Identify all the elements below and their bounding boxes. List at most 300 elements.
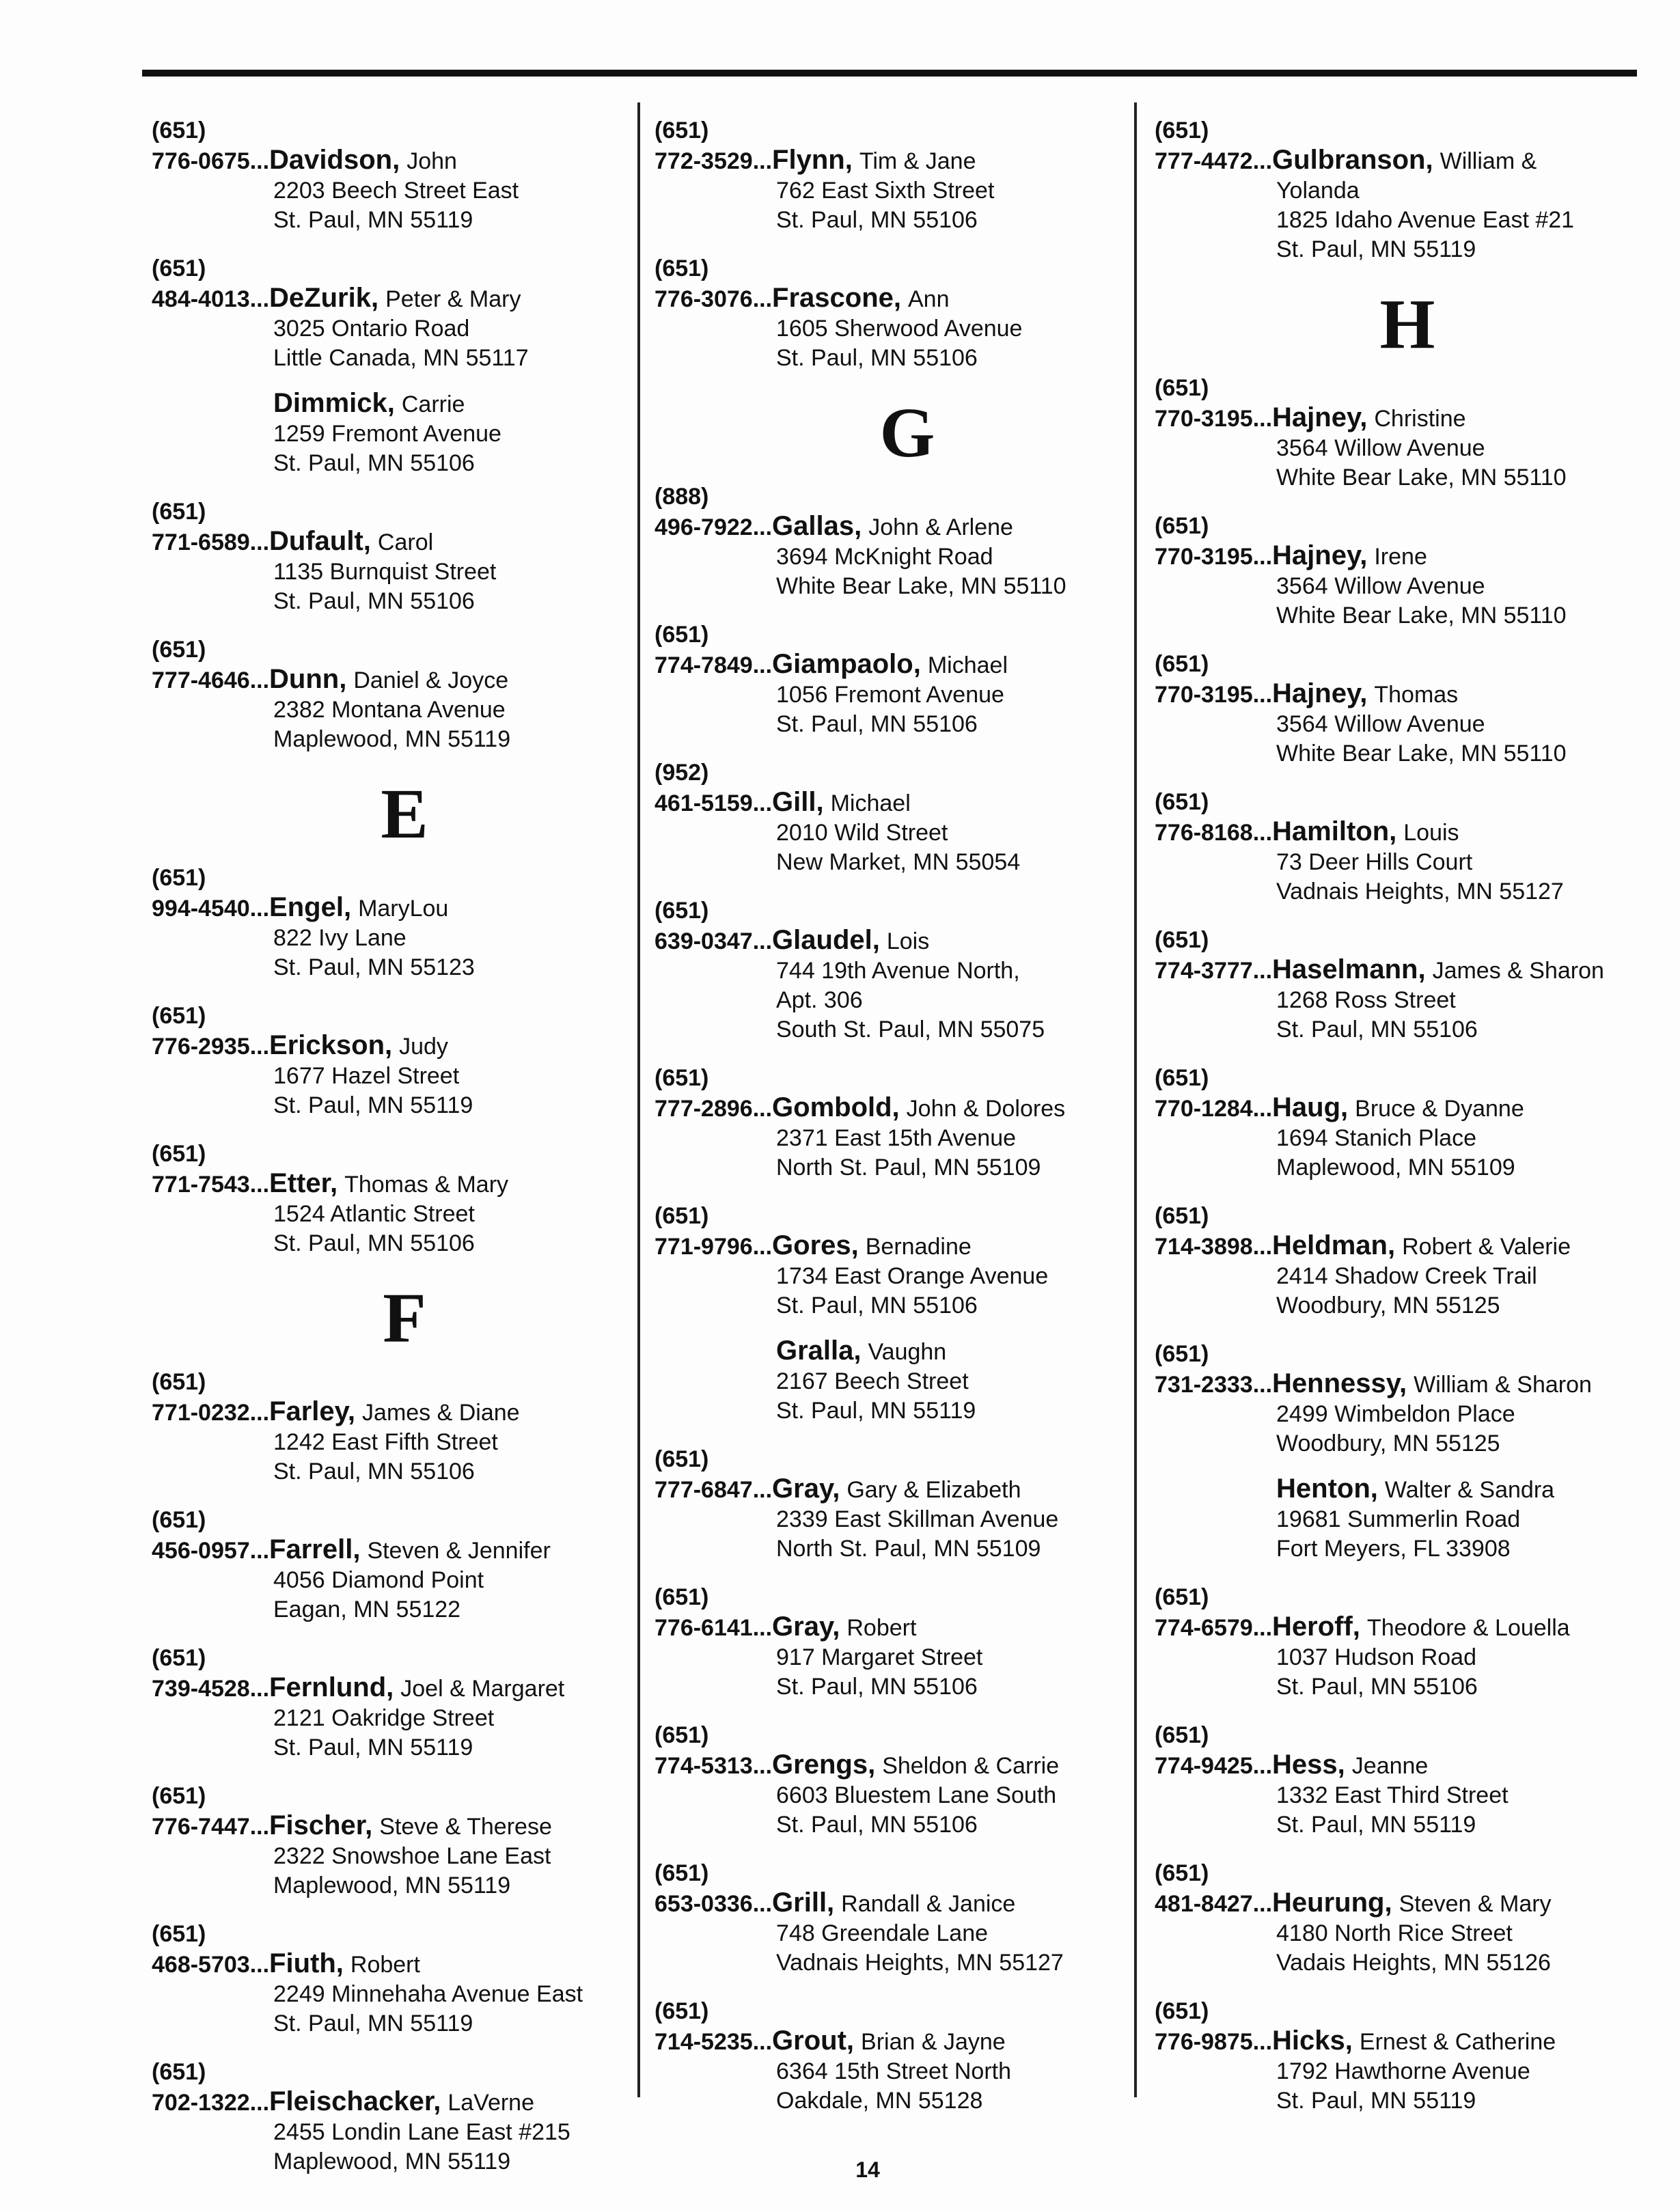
area-code: (651) (152, 1645, 206, 1671)
surname: Haselmann, (1272, 954, 1426, 984)
address-line: 2382 Montana Avenue (273, 697, 506, 723)
address-line: 2010 Wild Street (776, 820, 948, 846)
leader-dots: ... (752, 514, 773, 540)
surname: Gray, (772, 1474, 840, 1504)
given-names: Peter & Mary (385, 286, 521, 312)
phone-number: 468-5703 (152, 1952, 250, 1978)
entry-name-line (655, 787, 1160, 818)
phone-number: 456-0957 (152, 1538, 250, 1564)
entry-name-line (655, 145, 1160, 176)
surname: Grill, (772, 1888, 835, 1918)
directory-column-3 (1155, 116, 1660, 2135)
surname: Gill, (772, 787, 824, 817)
given-names: Robert (350, 1952, 420, 1978)
address-line: St. Paul, MN 55106 (776, 711, 978, 737)
entry-name-line (1155, 816, 1660, 848)
directory-entry (1155, 650, 1660, 769)
address-line: 2121 Oakridge Street (273, 1705, 495, 1731)
leader-dots: ... (249, 2090, 270, 2116)
phone-number: 776-7447 (152, 1814, 250, 1840)
given-names: John & Dolores (906, 1096, 1066, 1122)
area-code: (651) (1155, 789, 1209, 815)
area-code: (651) (655, 1998, 709, 2024)
leader-dots: ... (1252, 2029, 1273, 2055)
given-names: Michael (927, 652, 1008, 678)
phone-number: 777-6847 (655, 1477, 753, 1503)
directory-entry (1155, 1997, 1660, 2116)
address-line: 2499 Wimbeldon Place (1276, 1401, 1515, 1427)
phone-number: 774-6579 (1155, 1615, 1253, 1641)
phone-number: 994-4540 (152, 896, 250, 922)
leader-dots: ... (249, 286, 270, 312)
area-code: (651) (655, 1584, 709, 1610)
address-line: 3025 Ontario Road (273, 316, 470, 342)
address-line: 3564 Willow Avenue (1276, 435, 1485, 461)
phone-number: 770-1284 (1155, 1096, 1253, 1122)
phone-number: 776-6141 (655, 1615, 753, 1641)
entry-name-line (152, 1396, 657, 1428)
area-code: (651) (655, 1722, 709, 1748)
given-names: Louis (1403, 820, 1459, 846)
phone-number: 776-8168 (1155, 820, 1253, 846)
given-names: Thomas & Mary (344, 1172, 509, 1198)
header-rule (142, 70, 1637, 77)
directory-entry (1155, 1859, 1660, 1978)
given-names: MaryLou (358, 896, 449, 922)
surname: Gray, (772, 1612, 840, 1642)
address-line: St. Paul, MN 55123 (273, 954, 475, 980)
address-line: Maplewood, MN 55119 (273, 2149, 511, 2174)
area-code: (651) (1155, 1722, 1209, 1748)
area-code: (651) (655, 622, 709, 648)
surname: Haug, (1272, 1092, 1349, 1122)
address-line: St. Paul, MN 55106 (273, 1230, 475, 1256)
address-line: 73 Deer Hills Court (1276, 849, 1473, 875)
entry-name-line (655, 2026, 1160, 2057)
address-line: St. Paul, MN 55106 (273, 450, 475, 476)
address-line: St. Paul, MN 55119 (1276, 2088, 1476, 2114)
given-names: Judy (399, 1034, 448, 1060)
phone-number: 770-3195 (1155, 406, 1253, 432)
address-line: St. Paul, MN 55106 (776, 1293, 978, 1318)
entry-name-line (152, 1168, 657, 1200)
surname: Hamilton, (1272, 816, 1397, 846)
leader-dots: ... (752, 286, 773, 312)
directory-entry (1155, 1474, 1660, 1564)
given-names: Carol (377, 529, 434, 555)
entry-name-line (152, 664, 657, 695)
entry-name-line (1155, 1368, 1660, 1400)
area-code: (651) (655, 1446, 709, 1472)
directory-entry (655, 1859, 1160, 1978)
directory-entry (655, 1336, 1160, 1426)
phone-number: 739-4528 (152, 1676, 250, 1702)
leader-dots: ... (752, 2029, 773, 2055)
leader-dots: ... (752, 652, 773, 678)
entry-name-line (655, 1888, 1160, 1919)
area-code: (888) (655, 484, 709, 510)
leader-dots: ... (752, 1753, 773, 1779)
surname: Glaudel, (772, 925, 880, 955)
area-code: (651) (1155, 118, 1209, 143)
phone-number: 496-7922 (655, 514, 753, 540)
address-line: St. Paul, MN 55106 (1276, 1017, 1478, 1042)
leader-dots: ... (752, 790, 773, 816)
area-code: (651) (152, 255, 206, 281)
address-line: St. Paul, MN 55106 (273, 588, 475, 614)
surname: Gulbranson, (1272, 145, 1433, 175)
address-line: 3564 Willow Avenue (1276, 711, 1485, 737)
directory-entry (655, 758, 1160, 877)
phone-number: 702-1322 (152, 2090, 250, 2116)
phone-number: 481-8427 (1155, 1891, 1253, 1917)
address-line: 2371 East 15th Avenue (776, 1125, 1017, 1151)
address-line: St. Paul, MN 55106 (776, 1812, 978, 1838)
address-line: South St. Paul, MN 55075 (776, 1017, 1045, 1042)
phone-number: 770-3195 (1155, 682, 1253, 708)
area-code: (651) (1155, 375, 1209, 401)
given-names: William & (1440, 148, 1537, 174)
area-code: (651) (655, 1203, 709, 1229)
entry-name-line (655, 925, 1160, 956)
section-letter: E (381, 775, 428, 853)
leader-dots: ... (249, 896, 270, 922)
entry-name-line (1155, 1750, 1660, 1781)
surname: Frascone, (772, 283, 901, 313)
address-line: Woodbury, MN 55125 (1276, 1293, 1500, 1318)
area-code: (651) (655, 1065, 709, 1091)
leader-dots: ... (1252, 1753, 1273, 1779)
entry-name-line (152, 1810, 657, 1842)
given-names: Steve & Therese (379, 1814, 552, 1840)
directory-entry (655, 1583, 1160, 1702)
surname: Farrell, (269, 1534, 361, 1564)
directory-entry (1155, 788, 1660, 907)
entry-name-line (152, 1030, 657, 1062)
directory-entry (655, 896, 1160, 1045)
area-code: (651) (1155, 1998, 1209, 2024)
given-names: Robert (846, 1615, 917, 1641)
entry-name-line (1155, 1092, 1660, 1124)
address-line: 744 19th Avenue North, (776, 958, 1020, 984)
address-line: St. Paul, MN 55119 (1276, 1812, 1476, 1838)
given-names: Lois (886, 928, 930, 954)
phone-number: 771-6589 (152, 529, 250, 555)
surname: Heldman, (1272, 1230, 1396, 1260)
leader-dots: ... (249, 1814, 270, 1840)
entry-name-line (655, 1750, 1160, 1781)
surname: Henton, (1276, 1474, 1378, 1504)
directory-column-2 (655, 116, 1160, 2135)
address-line: Yolanda (1276, 178, 1360, 204)
entry-name-line (655, 1092, 1160, 1124)
directory-entry (655, 1202, 1160, 1321)
entry-name-line (655, 1336, 1160, 1367)
directory-entry (1155, 1202, 1660, 1321)
phone-number: 776-3076 (655, 286, 753, 312)
given-names: Ann (908, 286, 950, 312)
directory-entry (152, 254, 657, 373)
address-line: 1268 Ross Street (1276, 987, 1456, 1013)
directory-entry (152, 1920, 657, 2039)
address-line: North St. Paul, MN 55109 (776, 1155, 1041, 1180)
surname: Erickson, (269, 1030, 393, 1060)
leader-dots: ... (249, 529, 270, 555)
entry-name-line (655, 1612, 1160, 1643)
entry-name-line (1155, 1888, 1660, 1919)
address-line: White Bear Lake, MN 55110 (1276, 741, 1567, 766)
surname: Hess, (1272, 1750, 1345, 1780)
address-line: Apt. 306 (776, 987, 863, 1013)
entry-name-line (1155, 678, 1660, 710)
entry-name-line (655, 1230, 1160, 1262)
given-names: Steven & Mary (1399, 1891, 1552, 1917)
address-line: St. Paul, MN 55119 (1276, 236, 1476, 262)
directory-entry (152, 1782, 657, 1901)
address-line: St. Paul, MN 55119 (273, 2011, 473, 2036)
address-line: Maplewood, MN 55119 (273, 726, 511, 752)
entry-name-line (655, 283, 1160, 314)
entry-name-line (1155, 145, 1660, 176)
area-code: (651) (152, 865, 206, 891)
address-line: White Bear Lake, MN 55110 (1276, 465, 1567, 491)
address-line: 19681 Summerlin Road (1276, 1506, 1521, 1532)
given-names: Walter & Sandra (1384, 1477, 1555, 1503)
given-names: Bruce & Dyanne (1355, 1096, 1524, 1122)
section-letter: F (383, 1279, 426, 1357)
area-code: (651) (1155, 1860, 1209, 1886)
given-names: John & Arlene (868, 514, 1013, 540)
address-line: 1677 Hazel Street (273, 1063, 460, 1089)
entry-name-line (1155, 1474, 1660, 1505)
entry-name-line (152, 388, 657, 419)
leader-dots: ... (752, 1891, 773, 1917)
given-names: Sheldon & Carrie (882, 1753, 1060, 1779)
address-line: 1037 Hudson Road (1276, 1644, 1477, 1670)
leader-dots: ... (1252, 682, 1273, 708)
surname: Hajney, (1272, 678, 1368, 708)
address-line: Maplewood, MN 55119 (273, 1873, 511, 1898)
surname: Flynn, (772, 145, 853, 175)
directory-entry (655, 1721, 1160, 1840)
entry-name-line (152, 1534, 657, 1566)
phone-number: 771-7543 (152, 1172, 250, 1198)
page-number: 14 (855, 2157, 880, 2182)
phone-number: 484-4013 (152, 286, 250, 312)
address-line: St. Paul, MN 55106 (273, 1459, 475, 1484)
area-code: (651) (655, 1860, 709, 1886)
surname: Fischer, (269, 1810, 373, 1840)
surname: Dufault, (269, 526, 371, 556)
directory-entry (655, 116, 1160, 235)
given-names: Ernest & Catherine (1359, 2029, 1556, 2055)
address-line: 1332 East Third Street (1276, 1782, 1509, 1808)
leader-dots: ... (752, 1234, 773, 1260)
address-line: 2339 East Skillman Avenue (776, 1506, 1059, 1532)
given-names: Theodore & Louella (1366, 1615, 1570, 1641)
directory-entry (152, 388, 657, 478)
area-code: (651) (655, 898, 709, 924)
leader-dots: ... (249, 1952, 270, 1978)
phone-number: 639-0347 (655, 928, 753, 954)
surname: Dunn, (269, 664, 347, 694)
area-code: (651) (152, 499, 206, 525)
area-code: (651) (152, 1141, 206, 1167)
area-code: (651) (152, 1003, 206, 1029)
phone-number: 776-9875 (1155, 2029, 1253, 2055)
area-code: (651) (655, 118, 709, 143)
entry-name-line (655, 511, 1160, 542)
address-line: St. Paul, MN 55106 (776, 1674, 978, 1700)
phone-number: 771-0232 (152, 1400, 250, 1426)
directory-entry (152, 1139, 657, 1258)
directory-entry (1155, 116, 1660, 264)
leader-dots: ... (249, 1538, 270, 1564)
address-line: St. Paul, MN 55119 (273, 1092, 473, 1118)
entry-name-line (1155, 540, 1660, 572)
directory-column-1 (152, 116, 657, 2196)
phone-number: 776-2935 (152, 1034, 250, 1060)
directory-entry (655, 620, 1160, 739)
surname: Gombold, (772, 1092, 900, 1122)
leader-dots: ... (1252, 958, 1273, 984)
given-names: Daniel & Joyce (353, 667, 509, 693)
surname: Heurung, (1272, 1888, 1392, 1918)
address-line: Oakdale, MN 55128 (776, 2088, 983, 2114)
given-names: Joel & Margaret (400, 1676, 565, 1702)
given-names: Carrie (401, 391, 465, 417)
area-code: (651) (152, 2059, 206, 2085)
leader-dots: ... (1252, 1096, 1273, 1122)
phone-number: 770-3195 (1155, 544, 1253, 570)
directory-entry (152, 497, 657, 616)
given-names: Bernadine (865, 1234, 972, 1260)
address-line: 3694 McKnight Road (776, 544, 993, 570)
surname: Gralla, (776, 1336, 862, 1366)
area-code: (651) (152, 118, 206, 143)
address-line: 762 East Sixth Street (776, 178, 995, 204)
given-names: Brian & Jayne (861, 2029, 1006, 2055)
directory-entry (655, 1997, 1160, 2116)
address-line: White Bear Lake, MN 55110 (1276, 603, 1567, 629)
phone-number: 714-3898 (1155, 1234, 1253, 1260)
leader-dots: ... (1252, 1615, 1273, 1641)
directory-entry (1155, 374, 1660, 493)
address-line: 917 Margaret Street (776, 1644, 983, 1670)
phone-number: 774-9425 (1155, 1753, 1253, 1779)
address-line: North St. Paul, MN 55109 (776, 1536, 1041, 1562)
entry-name-line (152, 892, 657, 924)
given-names: Thomas (1374, 682, 1459, 708)
given-names: Michael (830, 790, 911, 816)
address-line: 6364 15th Street North (776, 2058, 1012, 2084)
address-line: 1524 Atlantic Street (273, 1201, 475, 1227)
area-code: (651) (1155, 1203, 1209, 1229)
address-line: 4180 North Rice Street (1276, 1920, 1513, 1946)
surname: Etter, (269, 1168, 338, 1198)
leader-dots: ... (1252, 148, 1273, 174)
surname: Giampaolo, (772, 649, 921, 679)
entry-name-line (1155, 954, 1660, 986)
address-line: New Market, MN 55054 (776, 849, 1021, 875)
directory-entry (152, 116, 657, 235)
leader-dots: ... (1252, 544, 1273, 570)
entry-name-line (152, 1948, 657, 1980)
entry-name-line (152, 1672, 657, 1704)
given-names: Randall & Janice (841, 1891, 1016, 1917)
address-line: Vadnais Heights, MN 55127 (1276, 879, 1564, 904)
phone-number: 731-2333 (1155, 1372, 1253, 1398)
address-line: Fort Meyers, FL 33908 (1276, 1536, 1511, 1562)
address-line: 3564 Willow Avenue (1276, 573, 1485, 599)
phone-number: 777-4646 (152, 667, 250, 693)
address-line: 1605 Sherwood Avenue (776, 316, 1023, 342)
address-line: 1259 Fremont Avenue (273, 421, 501, 447)
leader-dots: ... (1252, 406, 1273, 432)
address-line: 4056 Diamond Point (273, 1567, 484, 1593)
entry-name-line (1155, 1230, 1660, 1262)
entry-name-line (1155, 2026, 1660, 2057)
leader-dots: ... (752, 928, 773, 954)
directory-entry (152, 1002, 657, 1120)
surname: Hennessy, (1272, 1368, 1407, 1398)
surname: Fernlund, (269, 1672, 394, 1702)
surname: Fiuth, (269, 1948, 344, 1978)
address-line: 2167 Beech Street (776, 1368, 969, 1394)
phone-number: 777-4472 (1155, 148, 1253, 174)
phone-number: 772-3529 (655, 148, 753, 174)
address-line: 2455 Londin Lane East #215 (273, 2119, 570, 2145)
address-line: 2203 Beech Street East (273, 178, 519, 204)
leader-dots: ... (752, 1096, 773, 1122)
area-code: (651) (152, 637, 206, 663)
address-line: Vadais Heights, MN 55126 (1276, 1950, 1551, 1976)
address-line: Vadnais Heights, MN 55127 (776, 1950, 1064, 1976)
leader-dots: ... (752, 1477, 773, 1503)
directory-entry (152, 1506, 657, 1625)
given-names: Jeanne (1351, 1753, 1429, 1779)
address-line: 2249 Minnehaha Avenue East (273, 1981, 583, 2007)
entry-name-line (655, 649, 1160, 680)
area-code: (651) (1155, 1065, 1209, 1091)
phone-number: 653-0336 (655, 1891, 753, 1917)
address-line: St. Paul, MN 55119 (273, 1735, 473, 1760)
entry-name-line (152, 145, 657, 176)
section-letter: G (879, 393, 935, 472)
surname: Gallas, (772, 511, 862, 541)
leader-dots: ... (752, 148, 773, 174)
given-names: Irene (1374, 544, 1427, 570)
surname: Davidson, (269, 145, 400, 175)
address-line: 1694 Stanich Place (1276, 1125, 1476, 1151)
directory-entry (655, 482, 1160, 601)
address-line: White Bear Lake, MN 55110 (776, 573, 1066, 599)
surname: Gores, (772, 1230, 859, 1260)
given-names: Vaughn (868, 1339, 947, 1365)
phone-number: 777-2896 (655, 1096, 753, 1122)
directory-entry (152, 1368, 657, 1487)
address-line: 6603 Bluestem Lane South (776, 1782, 1057, 1808)
address-line: Woodbury, MN 55125 (1276, 1431, 1500, 1456)
directory-entry (152, 1644, 657, 1763)
directory-entry (152, 635, 657, 754)
area-code: (651) (1155, 1341, 1209, 1367)
surname: DeZurik, (269, 283, 379, 313)
given-names: John (407, 148, 457, 174)
directory-entry (1155, 1721, 1660, 1840)
address-line: 1056 Fremont Avenue (776, 682, 1004, 708)
surname: Hicks, (1272, 2026, 1353, 2056)
